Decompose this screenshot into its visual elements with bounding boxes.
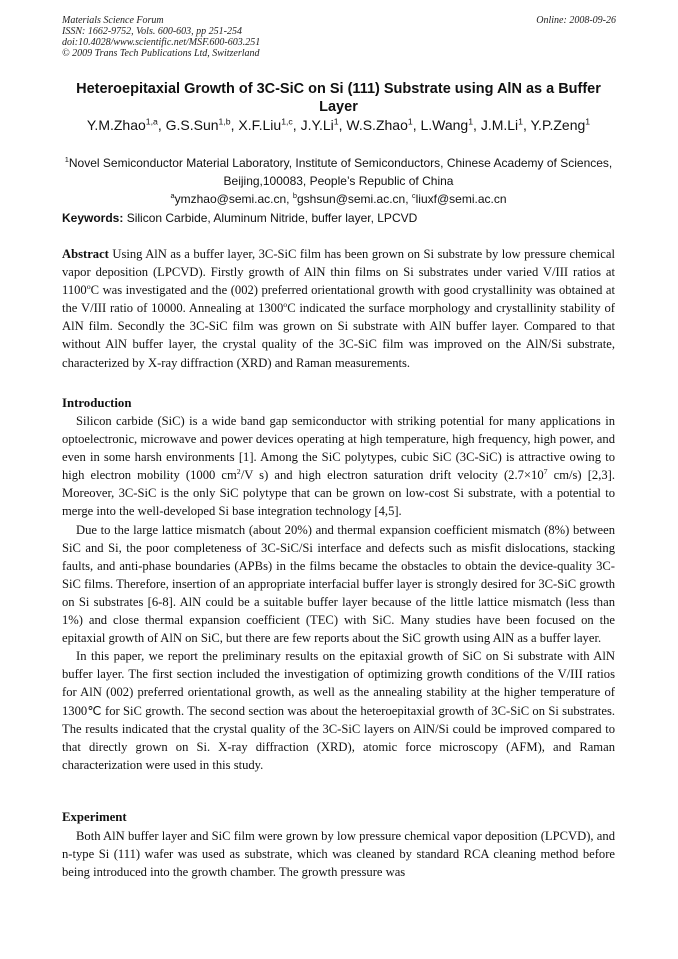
abstract-label: Abstract [62, 247, 109, 261]
journal-header [62, 15, 442, 59]
keywords-label: Keywords: [62, 211, 124, 225]
author: J.M.Li$^1$, [480, 116, 531, 133]
keywords [62, 210, 615, 227]
author: Y.P.Zeng$^1$ [530, 116, 591, 133]
author: G.S.Sun$^{1,b}$, [165, 116, 239, 133]
email-b[interactable]: $^b$gshsun@semi.ac.cn, [292, 191, 409, 206]
paper-title: Heteroepitaxial Growth of 3C-SiC on Si (111) Substrate using AlN as a Buffer Layer [76, 81, 601, 115]
author: J.Y.Li$^1$, [300, 116, 347, 133]
section-heading-introduction: Introduction [62, 396, 132, 410]
introduction-body [62, 412, 615, 774]
paragraph: Both AlN buffer layer and SiC film were grown by low pressure chemical vapor deposition (LPCVD), and n-type Si (111) wafer was used as substrate, which was cleaned by standard RCA cleaning method before being introduced into the growth chamber. The growth pressure was [62, 829, 615, 880]
author: X.F.Liu$^{1,c}$, [238, 116, 301, 133]
author: Y.M.Zhao$^{1,a}$, [86, 116, 166, 133]
author-list [62, 116, 615, 135]
paragraph: In this paper, we report the preliminary results on the epitaxial growth of SiC on Si substrate with AlN buffer layer. The first section included the investigation of optimizing growth conditions of the V/III ratios for AlN (002) preferred orientational growth, as well as the annealing stability at the higher temperature of 1300℃ for SiC growth. The second section was about the heteroepitaxial growth of 3C-SiC on Si substrates. The results indicated that the crystal quality of the 3C-SiC layers on AlN/Si could be improved compared to that directly grown on Si. X-ray diffraction (XRD), atomic force microscopy (AFM), and Raman characterization were used in this study. [62, 649, 615, 772]
email-list [62, 190, 615, 208]
affiliation: $^1$Novel Semiconductor Material Laboratory, Institute of Semiconductors, Chinese Academy of Sciences, Beijing,100083, People’s Republic of China [64, 155, 613, 188]
journal-name: Materials Science Forum [62, 15, 164, 26]
email-c[interactable]: $^c$liuxf@semi.ac.cn [411, 191, 507, 206]
keywords-text: Silicon Carbide, Aluminum Nitride, buffer layer, LPCVD [126, 211, 418, 225]
paragraph: Due to the large lattice mismatch (about 20%) and thermal expansion coefficient mismatch (8%) between SiC and Si, the poor completeness of 3C-SiC/Si interface and defects such as misfit dislocations, stacking faults, and anti-phase boundaries (APBs) in the films became the obstacles to obtain the device-quality 3C-SiC films. Therefore, insertion of an appropriate interfacial buffer layer is strongly desired for 3C-SiC growth on Si substrates [6-8]. AlN could be a suitable buffer layer because of the little lattice mismatch (less than 1%) and close thermal expansion coefficient (TEC) with SiC. Many studies have been focused on the epitaxial growth of AlN on SiC, but there are few reports about the SiC growth using AlN as a buffer layer. [62, 522, 615, 646]
journal-doi: doi:10.4028/www.scientific.net/MSF.600-603.251 [62, 37, 261, 48]
paragraph: Silicon carbide (SiC) is a wide band gap semiconductor with striking potential for many applications in optoelectronic, microwave and power devices operating at high temperature, high frequency, high power, and even in some harsh environments [1]. Among the SiC polytypes, cubic SiC (3C-SiC) is attractive owing to high electron mobility (1000 $cm^2/V$ s) and high electron saturation drift velocity ($2.7\times 10^7$ cm/s) [2,3]. Moreover, 3C-SiC is the only SiC polytype that can be grown on low-cost Si substrate, with a potential to merge into the well-developed Si base integration technology [4,5]. [62, 414, 615, 519]
journal-copyright: © 2009 Trans Tech Publications Ltd, Switzerland [62, 48, 260, 59]
online-date: Online: 2008-09-26 [536, 15, 616, 26]
journal-issn: ISSN: 1662-9752, Vols. 600-603, pp 251-254 [62, 26, 242, 37]
section-heading-experiment: Experiment [62, 810, 127, 824]
experiment-body [62, 827, 615, 881]
abstract: Abstract Using AlN as a buffer layer, 3C-SiC film has been grown on Si substrate by low pressure chemical vapor deposition (LPCVD). Firstly growth of AlN thin films on Si substrates under varied V/III ratios at 1100$^o$C was investigated and the (002) preferred orientational growth with good crystallinity was obtained at the V/III ratio of 10000. Annealing at 1300$^o$C indicated the surface morphology and crystallinity stability of AlN film. Secondly the 3C-SiC film was grown on Si substrate with AlN buffer layer. Compared to that without AlN buffer layer, the crystal quality of the 3C-SiC film was improved on the AlN/Si substrate, characterized by X-ray diffraction (XRD) and Raman measurements. [62, 247, 615, 370]
author: L.Wang$^1$, [420, 116, 481, 133]
author: W.S.Zhao$^1$, [346, 116, 421, 133]
email-a[interactable]: $^a$ymzhao@semi.ac.cn, [170, 191, 290, 206]
